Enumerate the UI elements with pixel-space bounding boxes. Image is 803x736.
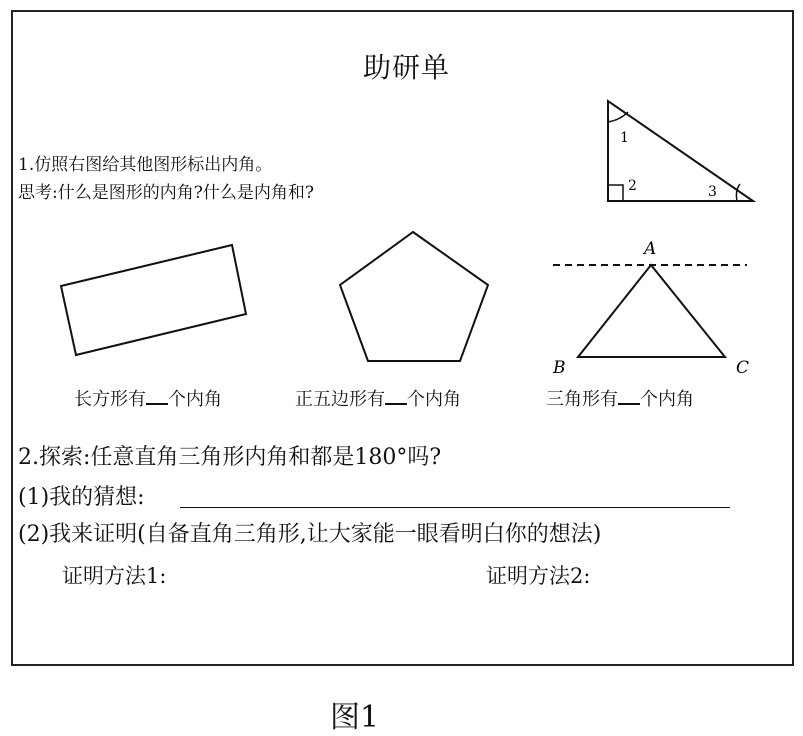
angle-label-3: 3: [708, 184, 717, 200]
angle-label-1: 1: [620, 130, 629, 146]
vertex-label-a: A: [644, 239, 657, 259]
vertex-label-b: B: [553, 358, 566, 378]
pentagon-caption: [295, 385, 461, 411]
figure-caption: 图1: [330, 700, 380, 735]
rectangle-caption-post: 个内角: [168, 389, 222, 410]
angle-label-2: 2: [628, 178, 637, 194]
pentagon-answer-blank[interactable]: [385, 386, 407, 405]
right-angle-marker: [608, 185, 623, 201]
vertex-label-c: C: [736, 358, 750, 378]
triangle-caption: [546, 385, 694, 411]
triangle-answer-blank[interactable]: [618, 386, 640, 405]
proof-method-1: 证明方法1:: [62, 564, 167, 588]
proof-method-2: 证明方法2:: [486, 564, 591, 588]
rectangle-caption-pre: 长方形有: [74, 389, 146, 410]
rectangle-shape: [61, 245, 246, 355]
question2-part2: (2)我来证明(自备直角三角形,让大家能一眼看明白你的想法): [18, 522, 602, 547]
rectangle-caption: [74, 385, 222, 411]
question2-prompt: 2.探索:任意直角三角形内角和都是180°吗?: [18, 445, 442, 470]
pentagon-caption-post: 个内角: [407, 389, 461, 410]
pentagon-shape: [340, 232, 488, 361]
question2-part1: (1)我的猜想:: [18, 485, 145, 510]
question1-line1: 1.仿照右图给其他图形标出内角。: [18, 155, 273, 175]
pentagon-caption-pre: 正五边形有: [295, 389, 385, 410]
triangle-caption-post: 个内角: [640, 389, 694, 410]
triangle-abc: [578, 265, 725, 357]
guess-answer-line[interactable]: [180, 507, 730, 508]
rectangle-answer-blank[interactable]: [146, 386, 168, 405]
question1-line2: 思考:什么是图形的内角?什么是内角和?: [18, 183, 314, 203]
triangle-caption-pre: 三角形有: [546, 389, 618, 410]
worksheet-title: 助研单: [363, 51, 451, 84]
